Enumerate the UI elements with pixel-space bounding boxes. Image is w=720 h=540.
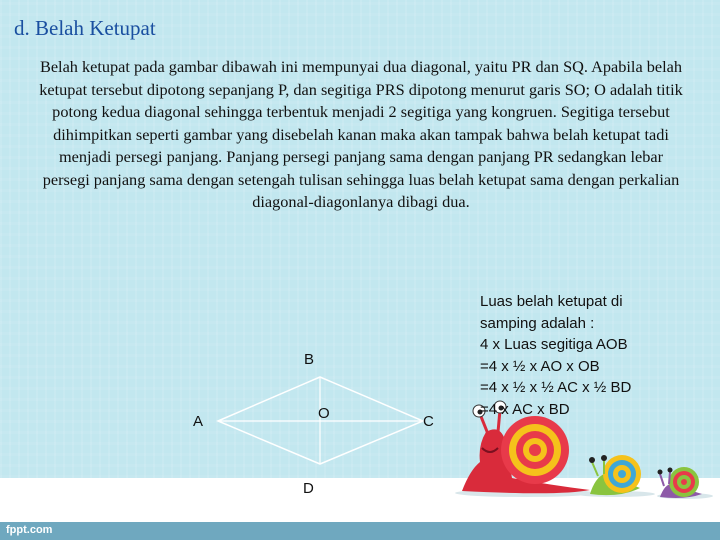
formula-line: Luas belah ketupat di [480,293,623,310]
vertex-label-o: O [318,405,330,422]
vertex-label-c: C [423,413,434,430]
formula-line: =4 x ½ x AO x OB [480,357,600,375]
footer-watermark: fppt.com [6,524,53,536]
formula-line: =4 x AC x BD [480,400,570,418]
vertex-label-a: A [193,413,204,430]
vertex-label-b: B [304,351,315,368]
footer-bar [0,522,720,540]
area-formula [480,291,710,420]
section-heading: d. Belah Ketupat [14,16,156,40]
formula-line: 4 x Luas segitiga AOB [480,336,628,353]
green-snail [589,455,641,495]
purple-snail [658,467,703,498]
formula-line: =4 x ½ x ½ AC x ½ BD [480,379,632,396]
vertex-label-d: D [303,480,314,497]
formula-line: samping adalah : [480,314,595,332]
explanation-paragraph: Belah ketupat pada gambar dibawah ini mempunyai dua diagonal, yaitu PR dan SQ. Apabila belah ketupat tersebut dipotong sepanjang P, dan segitiga PRS dipotong menurut garis SO; O adalah titik potong kedua diagonal sehingga terbentuk menjadi 2 segitiga yang kongruen. Segitiga tersebut dihimpitkan seperti gambar yang disebelah kanan maka akan tampak bahwa belah ketupat tadi menjadi persegi panjang. Panjang persegi panjang sama dengan panjang PR sedangkan lebar persegi panjang sama dengan setengah tulisan sehingga luas belah ketupat sama dengan perkalian diagonal-diagonlanya dibagi dua. [39,57,683,211]
rhombus-diagram [193,351,434,497]
